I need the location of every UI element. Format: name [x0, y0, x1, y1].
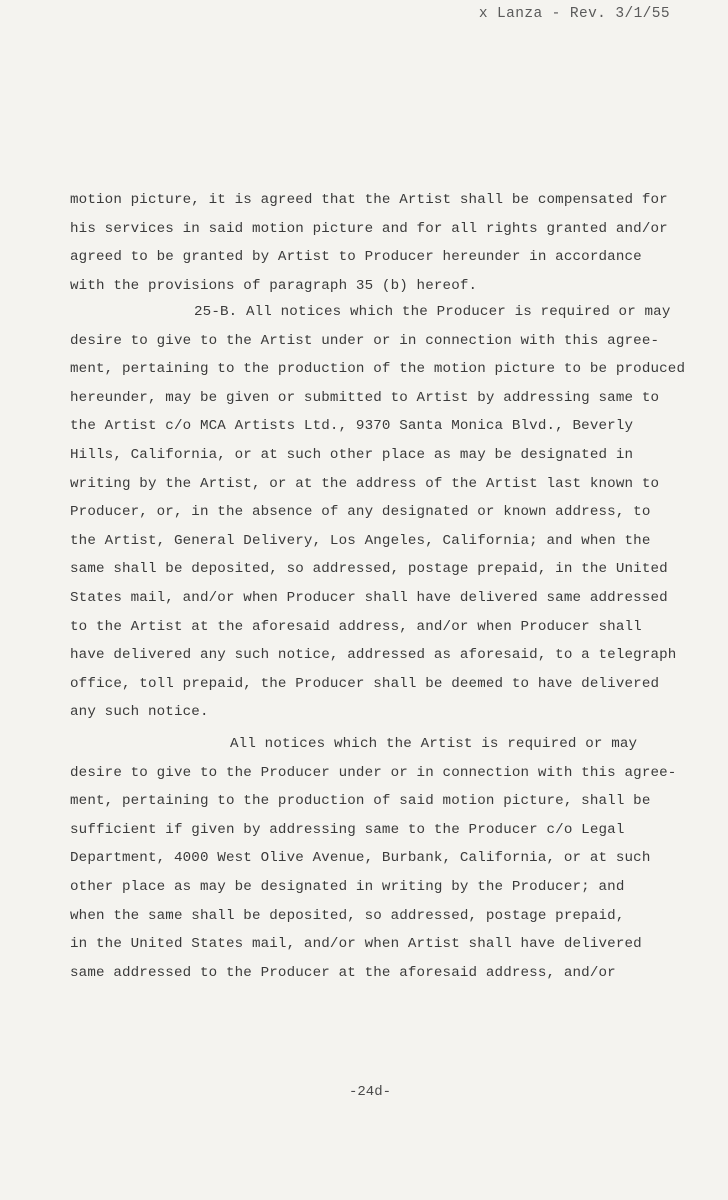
- text-line: the Artist, General Delivery, Los Angeles, California; and when the: [70, 532, 651, 549]
- text-line: Producer, or, in the absence of any designated or known address, to: [70, 504, 651, 521]
- text-line: sufficient if given by addressing same to the Producer c/o Legal: [70, 821, 625, 838]
- text-line: have delivered any such notice, addressed as aforesaid, to a telegraph: [70, 647, 677, 664]
- page-number: -24d-: [348, 1084, 391, 1100]
- text-line: motion picture, it is agreed that the Artist shall be compensated for: [70, 192, 668, 208]
- text-line: any such notice.: [70, 704, 209, 721]
- text-line: in the United States mail, and/or when Artist shall have delivered: [70, 936, 642, 953]
- paragraph-compensation: [70, 186, 720, 300]
- text-line: ment, pertaining to the production of said motion picture, shall be: [70, 793, 651, 810]
- text-line: 25-B. All notices which the Producer is required or may: [194, 304, 671, 320]
- text-line: his services in said motion picture and for all rights granted and/or: [70, 220, 668, 237]
- text-line: same addressed to the Producer at the aforesaid address, and/or: [70, 964, 616, 981]
- text-line: the Artist c/o MCA Artists Ltd., 9370 Santa Monica Blvd., Beverly: [70, 418, 634, 435]
- text-line: with the provisions of paragraph 35 (b) hereof.: [70, 277, 478, 294]
- text-line: writing by the Artist, or at the address of the Artist last known to: [70, 475, 660, 492]
- text-line: desire to give to the Producer under or in connection with this agree-: [70, 764, 677, 781]
- paragraph-25b-notices-to-artist: [70, 298, 720, 727]
- text-line: office, toll prepaid, the Producer shall be deemed to have delivered: [70, 675, 660, 692]
- page-header-revision: x Lanza - Rev. 3/1/55: [478, 6, 670, 22]
- text-line: States mail, and/or when Producer shall have delivered same addressed: [70, 589, 668, 606]
- text-line: hereunder, may be given or submitted to Artist by addressing same to: [70, 389, 660, 406]
- paragraph-notices-to-producer: [70, 730, 720, 987]
- text-line: other place as may be designated in writing by the Producer; and: [70, 878, 625, 895]
- text-line: to the Artist at the aforesaid address, and/or when Producer shall: [70, 618, 642, 635]
- text-line: All notices which the Artist is required or may: [230, 736, 638, 752]
- text-line: Hills, California, or at such other place as may be designated in: [70, 446, 634, 463]
- text-line: desire to give to the Artist under or in connection with this agree-: [70, 332, 660, 349]
- text-line: ment, pertaining to the production of the motion picture to be produced: [70, 361, 686, 378]
- text-line: agreed to be granted by Artist to Producer hereunder in accordance: [70, 249, 642, 266]
- text-line: Department, 4000 West Olive Avenue, Burbank, California, or at such: [70, 850, 651, 867]
- text-line: same shall be deposited, so addressed, postage prepaid, in the United: [70, 561, 668, 578]
- text-line: when the same shall be deposited, so addressed, postage prepaid,: [70, 907, 625, 924]
